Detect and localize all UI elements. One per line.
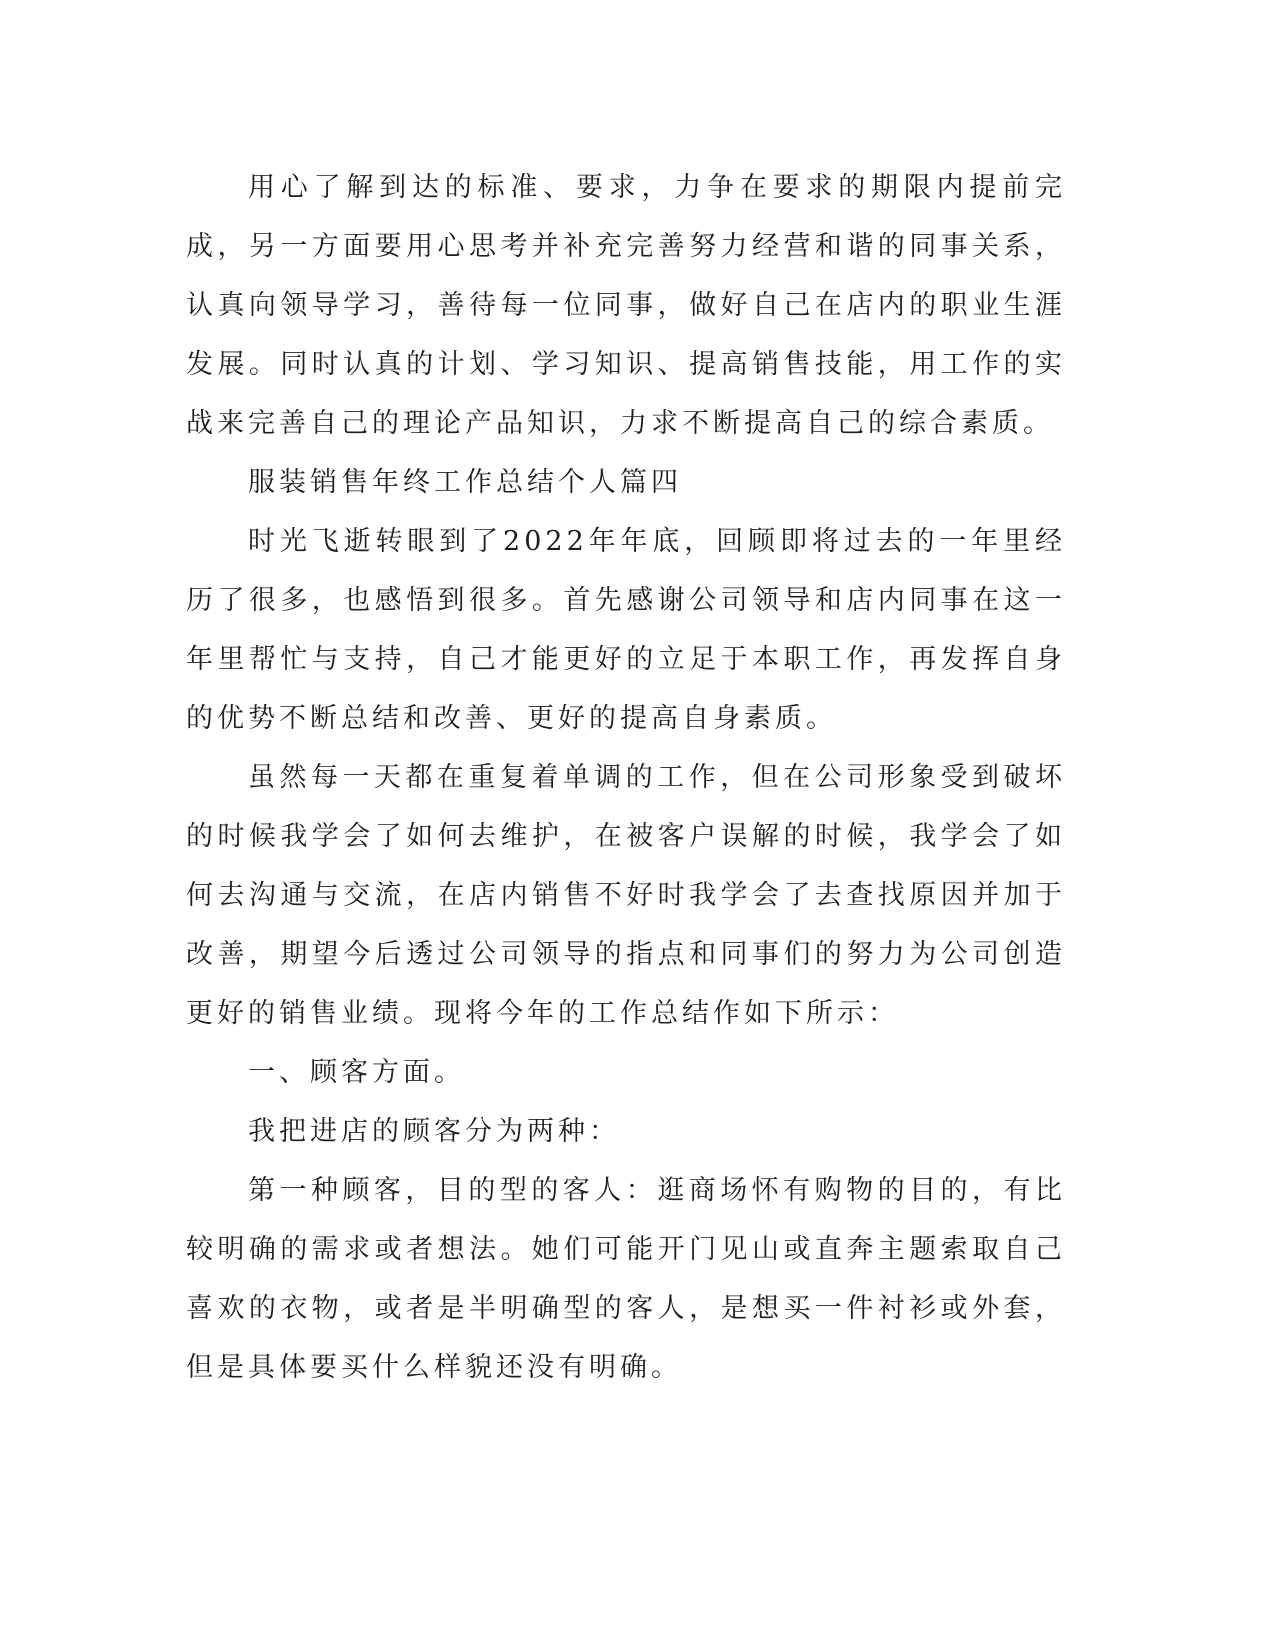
section-heading: 服装销售年终工作总结个人篇四	[248, 467, 682, 498]
paragraph: 时光飞逝转眼到了2022年年底，回顾即将过去的一年里经历了很多，也感悟到很多。首先感谢公司领导和店内同事在这一年里帮忙与支持，自己才能更好的立足于本职工作，再发挥自身的优势不断总结和改善、更好的提高自身素质。	[186, 526, 1066, 734]
paragraph: 一、顾客方面。	[248, 1057, 465, 1088]
paragraph: 我把进店的顾客分为两种：	[248, 1116, 620, 1147]
paragraph: 第一种顾客，目的型的客人：逛商场怀有购物的目的，有比较明确的需求或者想法。她们可能开门见山或直奔主题索取自己喜欢的衣物，或者是半明确型的客人，是想买一件衬衫或外套，但是具体要买什么样貌还没有明确。	[186, 1175, 1066, 1383]
paragraph: 虽然每一天都在重复着单调的工作，但在公司形象受到破坏的时候我学会了如何去维护，在被客户误解的时候，我学会了如何去沟通与交流，在店内销售不好时我学会了去查找原因并加于改善，期望今后透过公司领导的指点和同事们的努力为公司创造更好的销售业绩。现将今年的工作总结作如下所示：	[186, 762, 1066, 1029]
paragraph: 用心了解到达的标准、要求，力争在要求的期限内提前完成，另一方面要用心思考并补充完善努力经营和谐的同事关系，认真向领导学习，善待每一位同事，做好自己在店内的职业生涯发展。同时认真的计划、学习知识、提高销售技能，用工作的实战来完善自己的理论产品知识，力求不断提高自己的综合素质。	[186, 172, 1066, 439]
document-body	[186, 158, 1066, 1397]
